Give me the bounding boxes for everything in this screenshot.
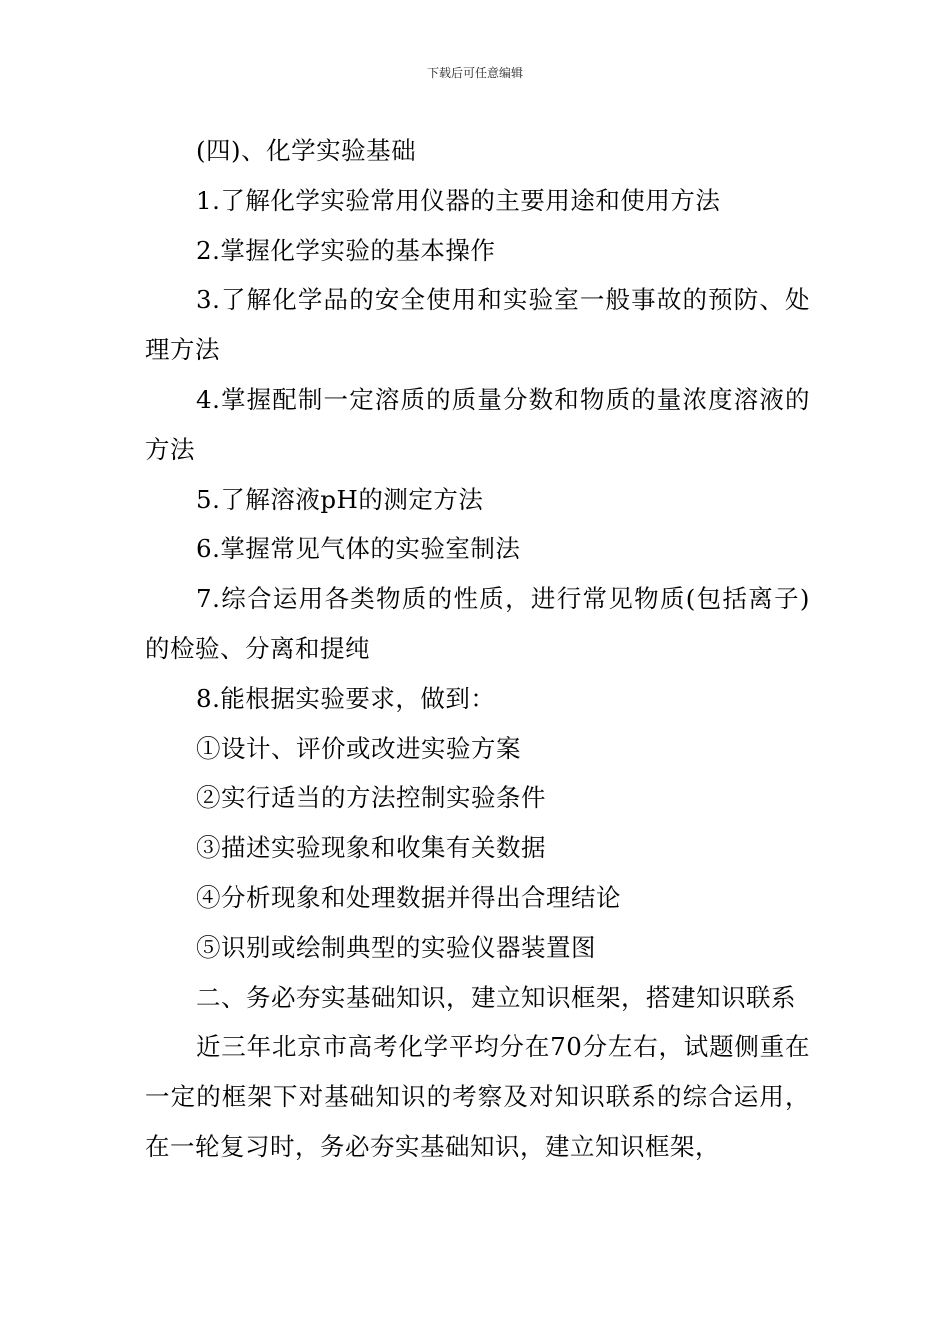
list-item-5: 5.了解溶液pH的测定方法	[196, 484, 484, 514]
list-item-6: 6.掌握常见气体的实验室制法	[196, 534, 521, 564]
list-item-8: 8.能根据实验要求，做到：	[196, 683, 496, 713]
section-heading-foundation-knowledge: 二、务必夯实基础知识，建立知识框架，搭建知识联系	[196, 982, 796, 1012]
list-item-3: 3.了解化学品的安全使用和实验室一般事故的预防、处理方法	[145, 285, 810, 365]
sub-item-1: ①设计、评价或改进实验方案	[196, 733, 521, 763]
sub-item-3: ③描述实验现象和收集有关数据	[196, 833, 546, 863]
list-item-2: 2.掌握化学实验的基本操作	[196, 235, 496, 265]
page-header-note: 下载后可任意编辑	[426, 66, 523, 80]
section-heading-chemistry-experiment-basics: (四)、化学实验基础	[196, 136, 417, 165]
sub-item-2: ②实行适当的方法控制实验条件	[196, 783, 546, 813]
body-paragraph: 近三年北京市高考化学平均分在70分左右，试题侧重在一定的框架下对基础知识的考察及对知识联系的综合运用，在一轮复习时，务必夯实基础知识，建立知识框架，	[145, 1032, 810, 1161]
list-item-1: 1.了解化学实验常用仪器的主要用途和使用方法	[196, 185, 721, 215]
sub-item-4: ④分析现象和处理数据并得出合理结论	[196, 882, 621, 912]
list-item-7: 7.综合运用各类物质的性质，进行常见物质(包括离子)的检验、分离和提纯	[145, 584, 810, 663]
document-body	[145, 126, 810, 1172]
list-item-4: 4.掌握配制一定溶质的质量分数和物质的量浓度溶液的方法	[145, 384, 810, 464]
sub-item-5: ⑤识别或绘制典型的实验仪器装置图	[196, 932, 596, 962]
